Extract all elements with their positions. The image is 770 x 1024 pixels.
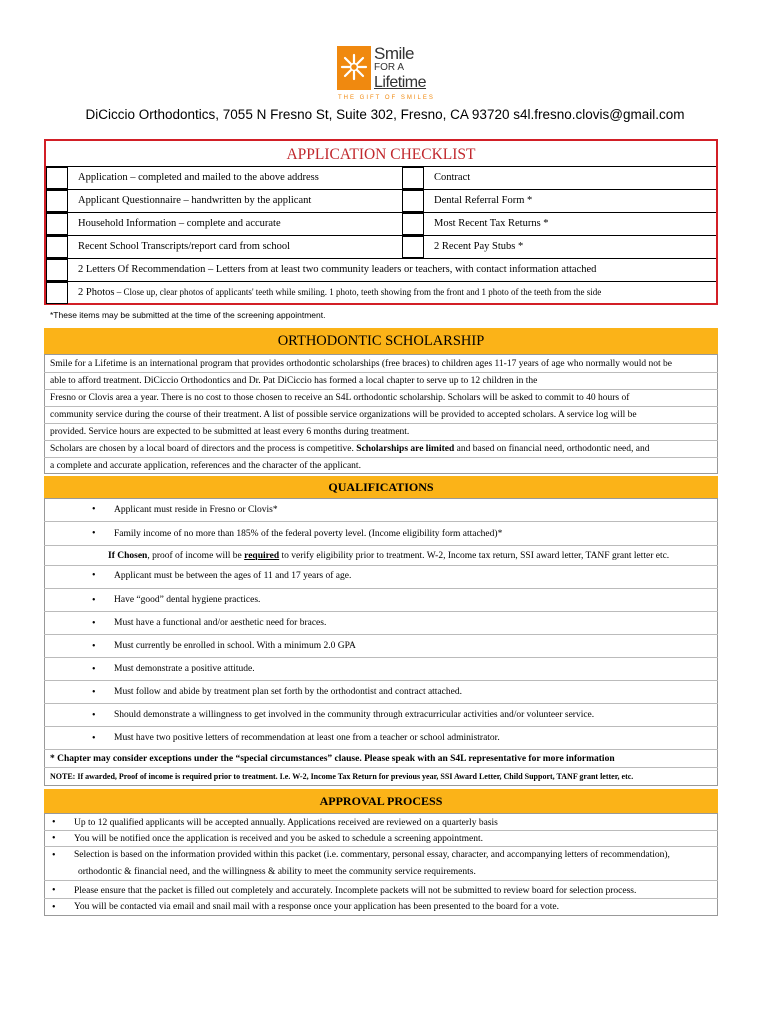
if-chosen-note <box>44 546 718 566</box>
checklist-item-label: Household Information – complete and accurate <box>78 218 281 229</box>
checkbox[interactable] <box>46 167 68 189</box>
checklist-item-label: Applicant Questionnaire – handwritten by the applicant <box>78 195 312 206</box>
bullet-icon: • <box>92 733 96 744</box>
address-line: DiCiccio Orthodontics, 7055 N Fresno St, Suite 302, Fresno, CA 93720 s4l.fresno.clovis@gmail.com <box>85 107 685 122</box>
scholarship-text-line: a complete and accurate application, references and the character of the applicant. <box>50 461 361 471</box>
qualification-text: Must demonstrate a positive attitude. <box>114 664 255 674</box>
bullet-icon: • <box>92 687 96 698</box>
qualification-text: Applicant must reside in Fresno or Clovis* <box>114 505 278 515</box>
bullet-icon: • <box>92 504 96 515</box>
text-span-bold: Scholarships are limited <box>356 444 455 454</box>
approval-text: You will be notified once the application is received and you be asked to schedule a screening appointment. <box>74 834 484 844</box>
checklist-row <box>46 212 716 235</box>
checklist-row <box>46 281 716 305</box>
logo <box>337 46 447 106</box>
checkbox[interactable] <box>46 236 68 258</box>
approval-item <box>44 815 718 831</box>
checklist-item-label <box>78 287 601 298</box>
approval-text: orthodontic & financial need, and the willingness & ability to meet the community service requirements. <box>78 867 476 877</box>
scholarship-text-line: Fresno or Clovis area a year. There is no cost to those chosen to receive an S4L orthodontic scholarship. Scholars will be asked to commit to 40 hours of <box>44 390 718 407</box>
qualifications-section <box>44 476 718 786</box>
chapter-exception-note: * Chapter may consider exceptions under the “special circumstances” clause. Please speak with an S4L representative for more information <box>44 750 718 768</box>
bullet-icon: • <box>92 618 96 629</box>
flower-icon <box>340 52 368 82</box>
bullet-icon: • <box>52 902 56 913</box>
scholarship-text-line: provided. Service hours are expected to be submitted at least every 6 months during treatment. <box>44 424 718 441</box>
qualification-item <box>44 704 718 727</box>
scholarship-text-line <box>44 441 718 458</box>
qualification-item <box>44 522 718 546</box>
bullet-icon: • <box>92 570 96 581</box>
qualification-text: Family income of no more than 185% of the federal poverty level. (Income eligibility form attached)* <box>114 529 503 539</box>
bullet-icon: • <box>92 528 96 539</box>
logo-text-for-a: FOR A <box>374 62 405 73</box>
logo-mark <box>337 46 371 90</box>
checklist-item-label: Contract <box>434 172 471 183</box>
checklist-item-label: Most Recent Tax Returns * <box>434 218 549 229</box>
bullet-icon: • <box>92 710 96 721</box>
checklist-row <box>46 258 716 281</box>
qualification-text: Must have two positive letters of recommendation at least one from a teacher or school administrator. <box>114 733 500 743</box>
checklist-item-label: Dental Referral Form * <box>434 195 533 206</box>
screening-note: *These items may be submitted at the time of the screening appointment. <box>50 310 326 320</box>
approval-text: You will be contacted via email and snail mail with a response once your application has been presented to the board for a vote. <box>74 902 559 912</box>
application-checklist <box>44 139 718 305</box>
logo-text-smile: Smile <box>374 44 415 63</box>
checklist-item-label: 2 Recent Pay Stubs * <box>434 241 524 252</box>
approval-item-continuation <box>44 864 718 881</box>
income-proof-note: NOTE: If awarded, Proof of income is required prior to treatment. I.e. W-2, Income Tax Return for previous year, SSI Award Letter, Child Support, TANF grant letter, etc. <box>50 772 634 781</box>
qualification-text: Should demonstrate a willingness to get involved in the community through extracurricular activities and/or volunteer service. <box>114 710 595 720</box>
photos-label: 2 Photos <box>78 287 115 298</box>
qualification-item <box>44 658 718 681</box>
text-span: Scholars are chosen by a local board of directors and the process is competitive. <box>50 444 357 454</box>
checklist-item-label: Recent School Transcripts/report card from school <box>78 241 290 252</box>
photos-detail: – Close up, clear photos of applicants' teeth while smiling. 1 photo, teeth showing from the front and 1 photo of the teeth from the side <box>114 287 602 297</box>
checkbox[interactable] <box>46 282 68 304</box>
qualification-item <box>44 727 718 750</box>
checkbox[interactable] <box>402 167 424 189</box>
scholarship-title: ORTHODONTIC SCHOLARSHIP <box>44 328 718 354</box>
text-span: , proof of income will be <box>147 551 245 561</box>
qualification-item <box>44 681 718 704</box>
qualification-text: Must follow and abide by treatment plan set forth by the orthodontist and contract attached. <box>114 687 462 697</box>
approval-title: APPROVAL PROCESS <box>44 789 718 813</box>
bullet-icon: • <box>52 817 56 828</box>
checklist-row <box>46 166 716 189</box>
scholarship-text-line: community service during the course of their treatment. A list of possible service organizations will be provided to accepted scholars. A service log will be <box>44 407 718 424</box>
bullet-icon: • <box>52 885 56 896</box>
qualification-item <box>44 589 718 612</box>
approval-item <box>44 883 718 899</box>
checklist-row <box>46 189 716 212</box>
checkbox[interactable] <box>402 190 424 212</box>
qualification-item <box>44 635 718 658</box>
checkbox[interactable] <box>46 190 68 212</box>
bullet-icon: • <box>52 833 56 844</box>
checklist-item-label: 2 Letters Of Recommendation – Letters from at least two community leaders or teachers, with contact information attached <box>78 264 597 275</box>
approval-text: Selection is based on the information provided within this packet (i.e. commentary, personal essay, character, and accompanying letters of recommendation), <box>74 850 670 860</box>
qualification-text: Must currently be enrolled in school. With a minimum 2.0 GPA <box>114 641 356 651</box>
checklist-item-label: Application – completed and mailed to the above address <box>78 172 319 183</box>
qualification-text: Have “good” dental hygiene practices. <box>114 595 261 605</box>
approval-item <box>44 831 718 847</box>
qualification-text: Must have a functional and/or aesthetic need for braces. <box>114 618 327 628</box>
scholarship-text-line: able to afford treatment. DiCiccio Orthodontics and Dr. Pat DiCiccio has formed a local chapter to serve up to 12 children in the <box>44 373 718 390</box>
approval-text: Up to 12 qualified applicants will be accepted annually. Applications received are reviewed on a quarterly basis <box>74 818 498 828</box>
checklist-row <box>46 235 716 258</box>
bullet-icon: • <box>52 850 56 861</box>
checkbox[interactable] <box>46 259 68 281</box>
bullet-icon: • <box>92 595 96 606</box>
qualifications-title: QUALIFICATIONS <box>44 476 718 498</box>
text-span-bold: required <box>244 551 280 561</box>
scholarship-text-line: Smile for a Lifetime is an international program that provides orthodontic scholarships (free braces) to children ages 11-17 years of age who normally would not be <box>44 356 718 373</box>
qualification-item <box>44 566 718 589</box>
checkbox[interactable] <box>402 213 424 235</box>
logo-tagline: THE GIFT OF SMILES <box>338 95 435 101</box>
scholarship-section <box>44 328 718 474</box>
approval-item <box>44 899 718 916</box>
text-span: and based on financial need, orthodontic need, and <box>454 444 650 454</box>
bullet-icon: • <box>92 664 96 675</box>
qualification-item <box>44 612 718 635</box>
approval-section <box>44 789 718 916</box>
qualification-text: Applicant must be between the ages of 11 and 17 years of age. <box>114 571 352 581</box>
bullet-icon: • <box>92 641 96 652</box>
approval-item <box>44 847 718 864</box>
qualification-item <box>44 498 718 522</box>
text-span-bold: If Chosen <box>108 551 148 561</box>
logo-text-lifetime: Lifetime <box>374 74 427 91</box>
checkbox[interactable] <box>46 213 68 235</box>
checklist-title: APPLICATION CHECKLIST <box>286 146 476 163</box>
text-span: to verify eligibility prior to treatment. W-2, Income tax return, SSI award letter, TANF grant letter etc. <box>279 551 670 561</box>
checkbox[interactable] <box>402 236 424 258</box>
approval-text: Please ensure that the packet is filled out completely and accurately. Incomplete packets will not be submitted to review board for selection process. <box>74 886 637 896</box>
